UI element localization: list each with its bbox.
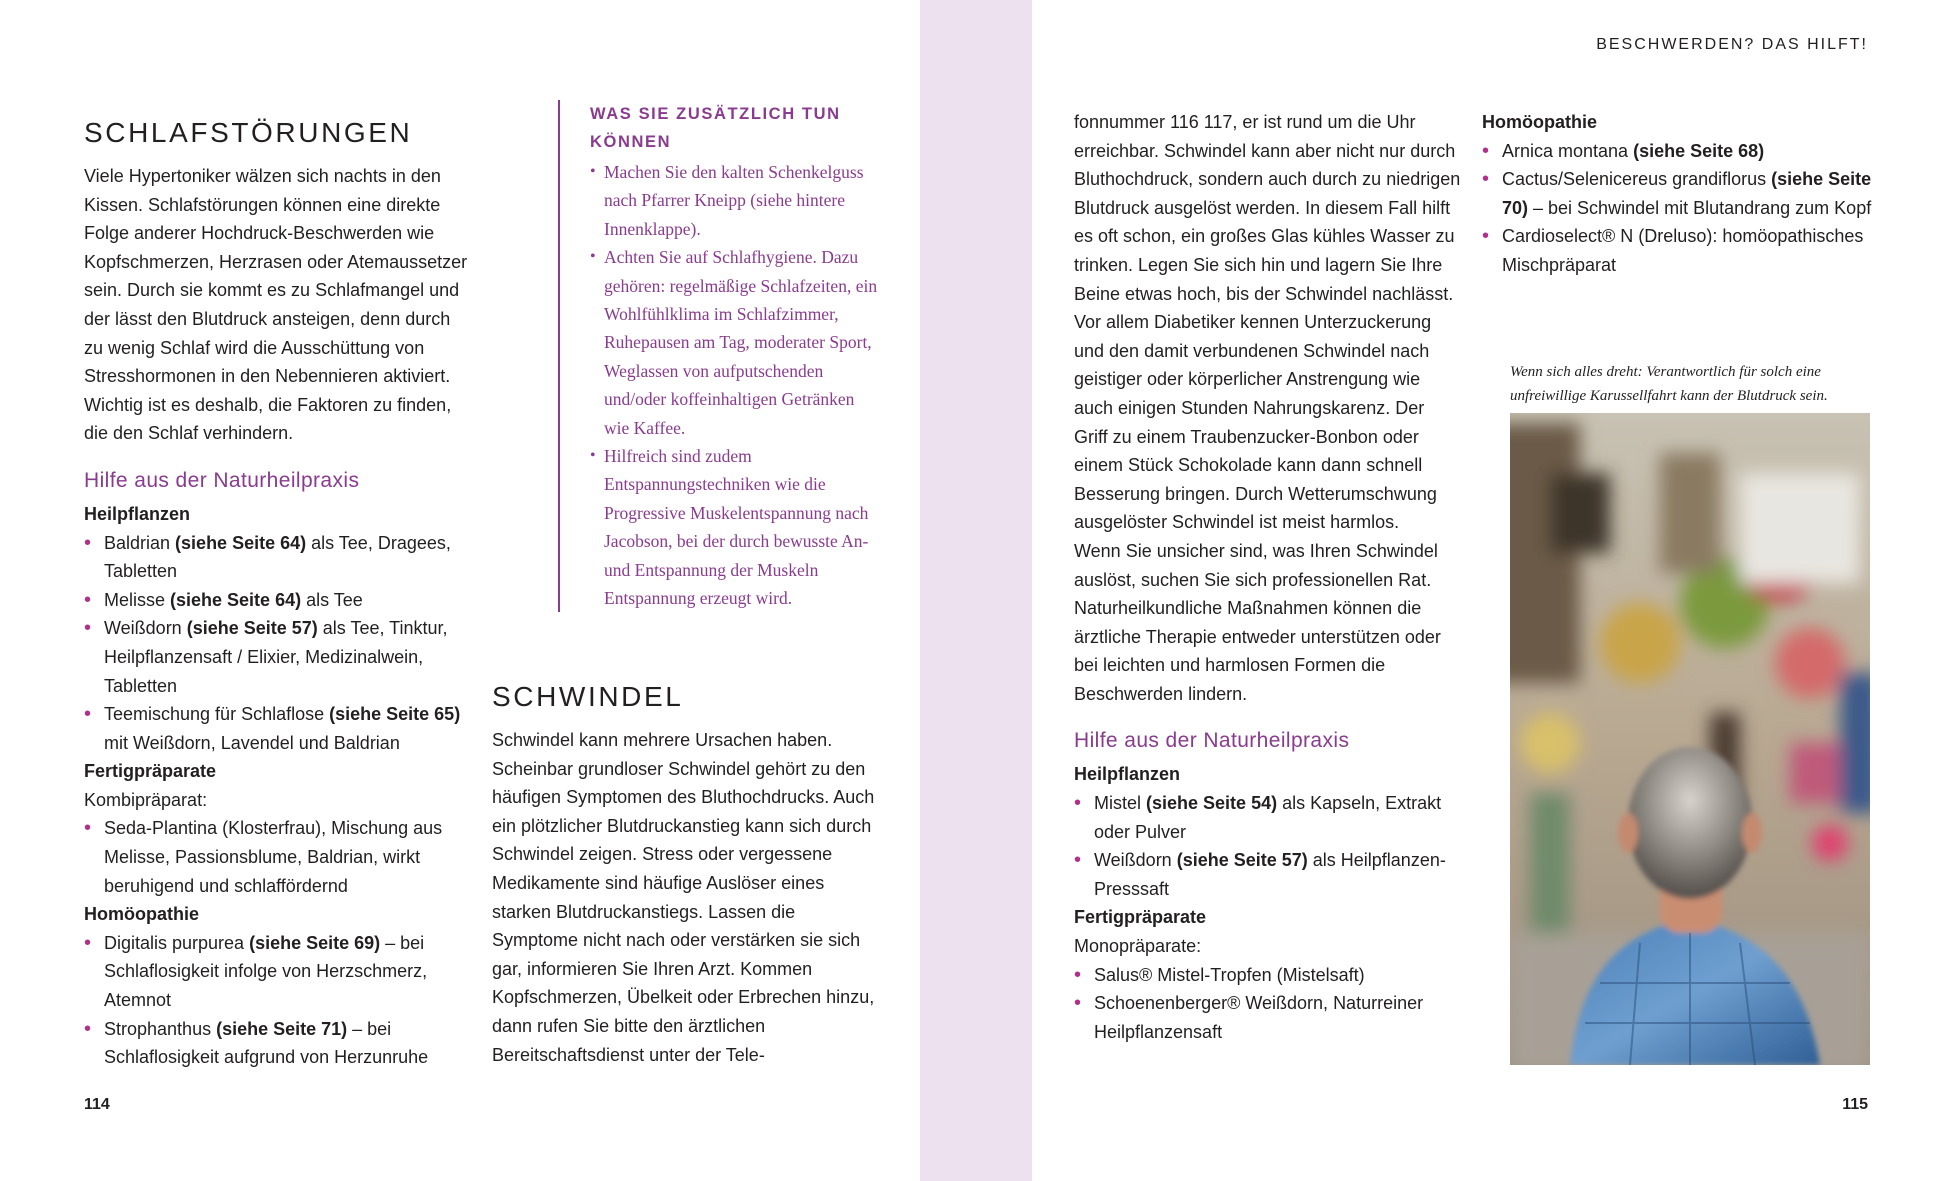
schwindel-homoe-heading: Homöopathie — [1482, 112, 1597, 132]
list-item-text: Mistel — [1094, 793, 1147, 814]
list-item-text: als Tee, Dragees, Tabletten — [104, 532, 451, 582]
list-item-text: Salus® Mistel-Tropfen (Mistelsaft) — [1094, 964, 1365, 985]
column-schlaf — [84, 116, 470, 1072]
list-item-text: Weißdorn — [1094, 850, 1177, 871]
list-item — [1074, 961, 1462, 990]
tip-box-list — [590, 158, 878, 613]
schlaf-intro: Viele Hypertoniker wälzen sich nachts in den Kissen. Schlafstörungen können eine direkte Folge anderer Hochdruck-Beschwerden wie Kopfschmerzen, Herzrasen oder Atemaussetzer sein. Durch sie kommt es zu Schlafmangel und der lässt den Blutdruck ansteigen, denn durch zu wenig Schlaf wird die Ausschüttung von Stresshormonen in den Nebennieren aktiviert. Wichtig ist es deshalb, die Faktoren zu finden, die den Schlaf verhindern. — [84, 166, 468, 444]
schwindel-fertig-list — [1074, 961, 1462, 1047]
list-item-text: Achten Sie auf Schlafhygiene. Dazu gehören: regelmäßige Schlafzeiten, ein Wohlfühlklima im Schlafzimmer, Ruhepausen am Tag, moderater Sport, Weglassen von aufputschenden und/oder koffeinhaltigen Getränken wie Kaffee. — [604, 247, 878, 438]
list-item — [84, 814, 470, 900]
column-schwindel — [492, 680, 878, 1069]
page-number-right: 115 — [1842, 1096, 1868, 1113]
section-title-schlafstoerungen: SCHLAFSTÖRUNGEN — [84, 117, 413, 148]
list-item-text: Melisse — [104, 589, 171, 610]
tip-box — [558, 100, 878, 612]
page-reference: (siehe Seite 68) — [1633, 140, 1765, 161]
list-item-text: mit Weißdorn, Lavendel und Baldrian — [104, 732, 400, 753]
list-item-text: Hilfreich sind zudem Entspannungstechniken wie die Progressive Muskelentspannung nach Jacobson, bei der durch bewusste An- und Entspannung der Muskeln Entspannung erzeugt wird. — [604, 446, 869, 609]
list-item — [84, 1015, 470, 1072]
schwindel-homoe-list — [1482, 137, 1872, 280]
photo-caption: Wenn sich alles dreht: Verantwortlich für solch eine unfreiwillige Karussellfahrt kann der Blutdruck sein. — [1510, 364, 1828, 404]
schwindel-heil-heading: Heilpflanzen — [1074, 764, 1181, 785]
running-header: BESCHWERDEN? DAS HILFT! — [1596, 36, 1868, 53]
list-item — [1482, 222, 1872, 279]
section-title-schwindel: SCHWINDEL — [492, 681, 684, 712]
schwindel-hilfe-heading: Hilfe aus der Naturheilpraxis — [1074, 729, 1350, 753]
list-item — [84, 586, 470, 615]
schwindel-text-part3: Wenn Sie unsicher sind, was Ihren Schwindel auslöst, suchen Sie sich professionellen Rat. Naturheilkundliche Maßnahmen können die ärztliche Therapie entweder unterstützen oder bei leichten und harmlosen Formen die Beschwerden lindern. — [1074, 540, 1441, 704]
list-item — [590, 442, 878, 612]
schlaf-homoe-heading: Homöopathie — [84, 904, 199, 925]
list-item — [1482, 137, 1872, 166]
schlaf-homoe-list — [84, 929, 470, 1072]
list-item — [1074, 789, 1462, 846]
schwindel-fertig-heading: Fertigpräparate — [1074, 907, 1207, 928]
page-reference: (siehe Seite 69) — [249, 932, 381, 953]
photo-illustration — [1510, 413, 1870, 1065]
photo-dizzy-man — [1510, 413, 1870, 1065]
page-reference: (siehe Seite 57) — [186, 618, 318, 639]
list-item — [84, 929, 470, 1015]
column-schwindel-continued — [1074, 108, 1462, 1046]
schlaf-hilfe-heading: Hilfe aus der Naturheilpraxis — [84, 468, 360, 492]
page-gutter — [920, 0, 1032, 1181]
list-item-text: als Tee, Tinktur, Heilpflanzensaft / Elixier, Medizinalwein, Tabletten — [104, 618, 448, 696]
list-item-text: Seda-Plantina (Klosterfrau), Mischung aus Melisse, Passionsblume, Baldrian, wirkt beruhigend und schlaffördernd — [104, 818, 443, 896]
list-item-text: – bei Schlaflosigkeit aufgrund von Herzunruhe — [104, 1018, 429, 1068]
schlaf-kombi-label: Kombipräparat: — [84, 789, 208, 810]
list-item — [84, 700, 470, 757]
tip-box-title: WAS SIE ZUSÄTZLICH TUN KÖNNEN — [590, 105, 841, 151]
page-reference: (siehe Seite 65) — [329, 704, 461, 725]
list-item-text: Baldrian — [104, 532, 176, 553]
list-item-text: Teemischung für Schlaflose — [104, 704, 330, 725]
list-item-text: als Tee — [301, 589, 363, 610]
schlaf-fertig-list — [84, 814, 470, 900]
list-item — [84, 614, 470, 700]
list-item-text: Strophanthus — [104, 1018, 217, 1039]
schwindel-text-part2: fonnummer 116 117, er ist rund um die Uhr erreichbar. Schwindel kann aber nicht nur durch Bluthochdruck, sondern auch durch zu niedrigen Blutdruck ausgelöst werden. In diesem Fall hilft es oft schon, ein großes Glas kühles Wasser zu trinken. Legen Sie sich hin und lagern Sie Ihre Beine etwas hoch, bis der Schwindel nachlässt. Vor allem Diabetiker kennen Unterzuckerung und den damit verbundenen Schwindel nach geistiger oder körperlicher Anstrengung wie auch einigen Stunden Nahrungskarenz. Der Griff zu einem Traubenzucker-Bonbon oder einem Stück Schokolade kann dann schnell Besserung bringen. Durch Wetterumschwung ausgelöster Schwindel ist meist harmlos. — [1074, 112, 1461, 533]
list-item — [590, 243, 878, 442]
list-item-text: Weißdorn — [104, 618, 187, 639]
list-item — [1074, 846, 1462, 903]
list-item — [1482, 165, 1872, 222]
page-reference: (siehe Seite 70) — [1502, 169, 1872, 218]
page-reference: (siehe Seite 64) — [175, 532, 307, 553]
schlaf-heil-list — [84, 529, 470, 758]
column-homoeopathie — [1482, 108, 1872, 280]
page-number-left: 114 — [84, 1096, 110, 1113]
schlaf-fertig-heading: Fertigpräparate — [84, 761, 217, 782]
list-item-text: Arnica montana — [1502, 140, 1634, 161]
page-reference: (siehe Seite 54) — [1146, 793, 1278, 814]
schlaf-heil-heading: Heilpflanzen — [84, 503, 191, 524]
list-item-text: Cardioselect® N (Dreluso): homöopathisches Mischpräparat — [1502, 226, 1864, 275]
page-reference: (siehe Seite 57) — [1176, 850, 1308, 871]
list-item — [1074, 989, 1462, 1046]
list-item-text: Schoenenberger® Weißdorn, Naturreiner Heilpflanzensaft — [1094, 993, 1424, 1042]
schwindel-heil-list — [1074, 789, 1462, 903]
page-reference: (siehe Seite 71) — [216, 1018, 348, 1039]
list-item-text: – bei Schlaflosigkeit infolge von Herzschmerz, Atemnot — [104, 932, 428, 1011]
list-item-text: Digitalis purpurea — [104, 932, 250, 953]
list-item-text: als Kapseln, Extrakt oder Pulver — [1094, 793, 1442, 842]
list-item — [590, 158, 878, 243]
list-item-text: als Heilpflanzen-Presssaft — [1094, 850, 1446, 899]
list-item-text: Machen Sie den kalten Schenkelguss nach Pfarrer Kneipp (siehe hintere Innenklappe). — [604, 162, 864, 239]
list-item — [84, 529, 470, 586]
list-item-text: Cactus/Selenicereus grandiflorus — [1502, 169, 1772, 190]
page-reference: (siehe Seite 64) — [170, 589, 302, 610]
schwindel-mono-label: Monopräparate: — [1074, 936, 1202, 957]
list-item-text: – bei Schwindel mit Blutandrang zum Kopf — [1528, 197, 1872, 218]
schwindel-text-part1: Schwindel kann mehrere Ursachen haben. Scheinbar grundloser Schwindel gehört zu den häufigen Symptomen des Bluthochdrucks. Auch ein plötzlicher Blutdruckanstieg kann sich durch Schwindel zeigen. Stress oder vergessene Medikamente sind häufige Auslöser eines starken Blutdruckanstiegs. Lassen die Symptome nicht nach oder verstärken sie sich gar, informieren Sie Ihren Arzt. Kommen Kopfschmerzen, Übelkeit oder Erbrechen hinzu, dann rufen Sie bitte den ärztlichen Bereitschaftsdienst unter der Tele- — [492, 730, 875, 1065]
